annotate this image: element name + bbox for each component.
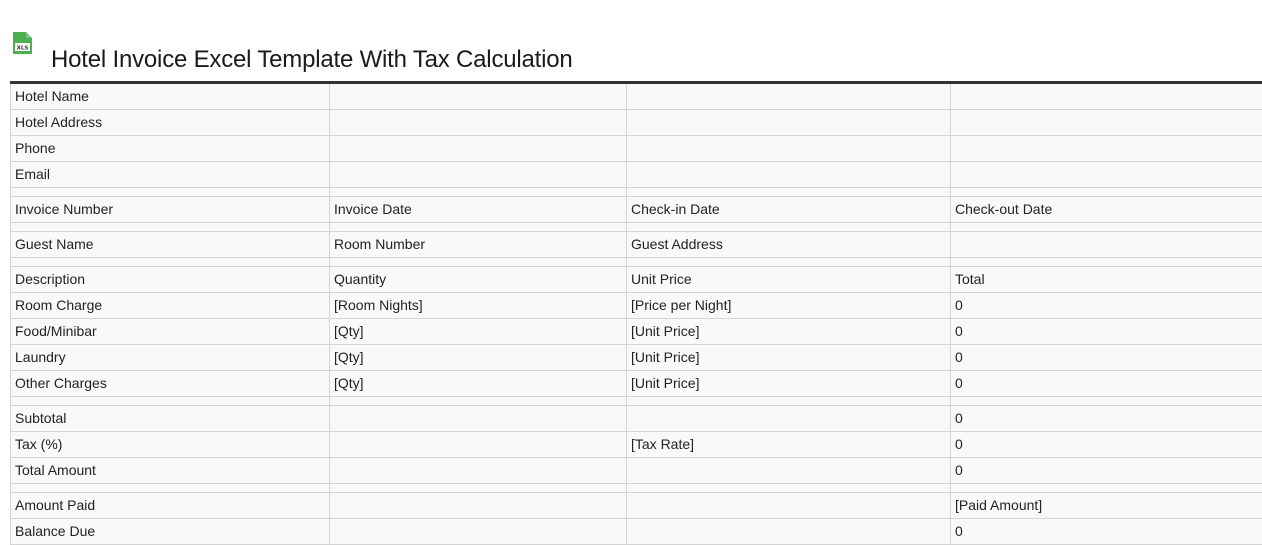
cell[interactable] (330, 83, 627, 110)
cell[interactable] (951, 397, 1262, 406)
cell-label[interactable]: Balance Due (11, 519, 330, 545)
cell[interactable] (627, 162, 951, 188)
header-quantity[interactable]: Quantity (330, 267, 627, 293)
cell[interactable] (627, 258, 951, 267)
cell[interactable] (951, 232, 1262, 258)
table-row-hotel-name (11, 83, 1262, 110)
svg-text:XLS: XLS (16, 45, 29, 52)
cell-description[interactable]: Room Charge (11, 293, 330, 319)
table-row-hotel-address (11, 110, 1262, 136)
cell[interactable] (330, 258, 627, 267)
cell[interactable] (11, 188, 330, 197)
cell[interactable] (330, 162, 627, 188)
cell-total[interactable]: 0 (951, 345, 1262, 371)
cell-description[interactable]: Other Charges (11, 371, 330, 397)
cell-label[interactable]: Amount Paid (11, 493, 330, 519)
cell[interactable] (627, 397, 951, 406)
cell[interactable] (627, 519, 951, 545)
cell-unit-price[interactable]: [Unit Price] (627, 345, 951, 371)
cell[interactable] (951, 258, 1262, 267)
table-row-item (11, 345, 1262, 371)
table-row-item (11, 371, 1262, 397)
spacer-row (11, 258, 1262, 267)
cell-quantity[interactable]: [Qty] (330, 319, 627, 345)
table-row-item (11, 293, 1262, 319)
cell-total[interactable]: 0 (951, 293, 1262, 319)
cell-unit-price[interactable]: [Price per Night] (627, 293, 951, 319)
cell[interactable] (951, 223, 1262, 232)
cell[interactable] (951, 136, 1262, 162)
cell[interactable] (627, 110, 951, 136)
cell-label[interactable]: Hotel Name (11, 83, 330, 110)
table-row-invoice-info (11, 197, 1262, 223)
cell-check-in-date[interactable]: Check-in Date (627, 197, 951, 223)
spacer-row (11, 484, 1262, 493)
cell[interactable] (627, 136, 951, 162)
header-total[interactable]: Total (951, 267, 1262, 293)
table-row-phone (11, 136, 1262, 162)
cell[interactable] (627, 406, 951, 432)
cell[interactable] (627, 223, 951, 232)
cell[interactable] (330, 432, 627, 458)
cell-value[interactable]: 0 (951, 406, 1262, 432)
cell[interactable] (11, 397, 330, 406)
table-row-email (11, 162, 1262, 188)
cell-label[interactable]: Email (11, 162, 330, 188)
cell-guest-address[interactable]: Guest Address (627, 232, 951, 258)
cell[interactable] (330, 110, 627, 136)
cell-description[interactable]: Food/Minibar (11, 319, 330, 345)
cell[interactable] (330, 188, 627, 197)
cell-invoice-number[interactable]: Invoice Number (11, 197, 330, 223)
cell-unit-price[interactable]: [Unit Price] (627, 371, 951, 397)
cell-label[interactable]: Hotel Address (11, 110, 330, 136)
cell-quantity[interactable]: [Room Nights] (330, 293, 627, 319)
table-row-item (11, 319, 1262, 345)
page-title: Hotel Invoice Excel Template With Tax Calculation (51, 46, 573, 74)
cell[interactable] (11, 223, 330, 232)
spacer-row (11, 223, 1262, 232)
table-row-amount-paid (11, 493, 1262, 519)
cell[interactable] (951, 110, 1262, 136)
cell[interactable] (330, 493, 627, 519)
cell[interactable] (11, 484, 330, 493)
invoice-table (10, 81, 1262, 545)
table-row-guest-info (11, 232, 1262, 258)
cell[interactable] (330, 458, 627, 484)
table-row-items-header (11, 267, 1262, 293)
table-row-balance-due (11, 519, 1262, 545)
table-row-subtotal (11, 406, 1262, 432)
cell[interactable] (951, 162, 1262, 188)
cell-value[interactable]: 0 (951, 458, 1262, 484)
cell-tax-rate[interactable]: [Tax Rate] (627, 432, 951, 458)
cell[interactable] (627, 493, 951, 519)
xls-file-icon (13, 32, 32, 54)
cell-invoice-date[interactable]: Invoice Date (330, 197, 627, 223)
header-description[interactable]: Description (11, 267, 330, 293)
cell[interactable] (330, 397, 627, 406)
cell-label[interactable]: Total Amount (11, 458, 330, 484)
cell[interactable] (951, 83, 1262, 110)
cell[interactable] (951, 188, 1262, 197)
cell[interactable] (627, 458, 951, 484)
cell-unit-price[interactable]: [Unit Price] (627, 319, 951, 345)
cell-label[interactable]: Tax (%) (11, 432, 330, 458)
cell-check-out-date[interactable]: Check-out Date (951, 197, 1262, 223)
table-row-tax (11, 432, 1262, 458)
cell[interactable] (330, 484, 627, 493)
page-header (0, 0, 1262, 81)
cell[interactable] (330, 223, 627, 232)
cell-quantity[interactable]: [Qty] (330, 371, 627, 397)
cell-total[interactable]: 0 (951, 371, 1262, 397)
cell-description[interactable]: Laundry (11, 345, 330, 371)
cell-guest-name[interactable]: Guest Name (11, 232, 330, 258)
cell-value[interactable]: 0 (951, 432, 1262, 458)
cell-value[interactable]: 0 (951, 519, 1262, 545)
cell-room-number[interactable]: Room Number (330, 232, 627, 258)
table-row-total-amount (11, 458, 1262, 484)
cell-quantity[interactable]: [Qty] (330, 345, 627, 371)
cell-value[interactable]: [Paid Amount] (951, 493, 1262, 519)
cell-label[interactable]: Phone (11, 136, 330, 162)
cell[interactable] (330, 136, 627, 162)
cell[interactable] (330, 519, 627, 545)
cell[interactable] (627, 188, 951, 197)
spacer-row (11, 188, 1262, 197)
cell[interactable] (330, 406, 627, 432)
cell[interactable] (627, 484, 951, 493)
cell[interactable] (627, 83, 951, 110)
cell-total[interactable]: 0 (951, 319, 1262, 345)
cell-label[interactable]: Subtotal (11, 406, 330, 432)
spacer-row (11, 397, 1262, 406)
cell[interactable] (11, 258, 330, 267)
header-unit-price[interactable]: Unit Price (627, 267, 951, 293)
cell[interactable] (951, 484, 1262, 493)
